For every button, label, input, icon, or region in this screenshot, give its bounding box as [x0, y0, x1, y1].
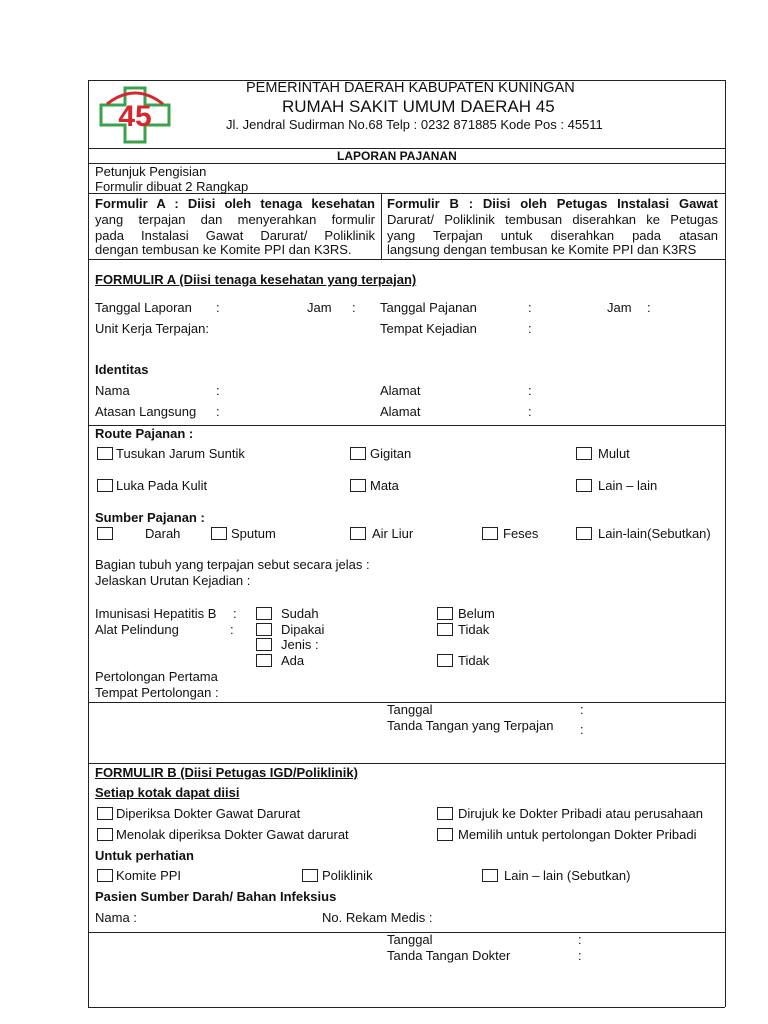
route-mata-checkbox[interactable] — [350, 479, 366, 492]
imunisasi-belum-checkbox[interactable] — [437, 607, 453, 620]
pertolongan-label: Pertolongan Pertama — [95, 669, 218, 684]
perhatian-option-label: Lain – lain (Sebutkan) — [504, 868, 631, 883]
route-lain-checkbox[interactable] — [576, 479, 592, 492]
page-title: LAPORAN PAJANAN — [337, 149, 457, 163]
menolak-checkbox[interactable] — [97, 828, 113, 841]
sumber-option-label: Lain-lain(Sebutkan) — [598, 526, 711, 541]
route-luka-checkbox[interactable] — [97, 479, 113, 492]
tanggal-label: Tanggal — [387, 932, 433, 947]
sumber-option-label: Air Liur — [372, 526, 414, 541]
route-option-label: Tusukan Jarum Suntik — [116, 446, 245, 461]
formb-option-label: Memilih untuk pertolongan Dokter Pribadi — [458, 827, 697, 842]
colon: : — [230, 622, 234, 637]
tempat-kejadian-label: Tempat Kejadian — [380, 321, 477, 336]
colon: : — [528, 404, 532, 419]
formb-option-label: Menolak diperiksa Dokter Gawat darurat — [116, 827, 349, 842]
instructions-label: Petunjuk Pengisian — [95, 164, 207, 179]
formulir-b-line: yang Terpajan untuk diserahkan pada atasan — [387, 228, 718, 243]
colon: : — [528, 300, 532, 315]
sumber-pajanan-heading: Sumber Pajanan : — [95, 510, 205, 525]
sumber-lain-checkbox[interactable] — [576, 527, 592, 540]
identitas-heading: Identitas — [95, 362, 149, 377]
colon: : — [528, 321, 532, 336]
komite-ppi-checkbox[interactable] — [97, 869, 113, 882]
route-option-label: Mata — [370, 478, 399, 493]
alamat-label: Alamat — [380, 383, 421, 398]
tanggal-pajanan-label: Tanggal Pajanan — [380, 300, 477, 315]
route-option-label: Mulut — [598, 446, 630, 461]
formulir-b-line: Formulir B : Diisi oleh Petugas Instalasi Gawat — [387, 196, 718, 211]
nama-label: Nama : — [95, 910, 137, 925]
ttd-dokter-label: Tanda Tangan Dokter — [387, 948, 511, 963]
dirujuk-checkbox[interactable] — [437, 807, 453, 820]
tanggal-laporan-label: Tanggal Laporan — [95, 300, 192, 315]
jam-label: Jam — [307, 300, 332, 315]
colon: : — [578, 932, 582, 947]
route-mulut-checkbox[interactable] — [576, 447, 592, 460]
alamat-label: Alamat — [380, 404, 421, 419]
route-tusukan-checkbox[interactable] — [97, 447, 113, 460]
setiap-kotak-label: Setiap kotak dapat diisi — [95, 785, 240, 800]
header-hospital-name: RUMAH SAKIT UMUM DAERAH 45 — [282, 97, 555, 116]
sumber-airliur-checkbox[interactable] — [350, 527, 366, 540]
sumber-feses-checkbox[interactable] — [482, 527, 498, 540]
colon: : — [216, 404, 220, 419]
perhatian-option-label: Komite PPI — [116, 868, 182, 883]
sumber-option-label: Sputum — [231, 526, 276, 541]
colon: : — [528, 383, 532, 398]
route-option-label: Gigitan — [370, 446, 412, 461]
formulir-a-line: yang terpajan dan menyerahkan formulir — [95, 212, 375, 227]
untuk-perhatian-heading: Untuk perhatian — [95, 848, 194, 863]
colon: : — [216, 300, 220, 315]
imunisasi-sudah-checkbox[interactable] — [256, 607, 272, 620]
belum-label: Belum — [458, 606, 495, 621]
ada-label: Ada — [281, 653, 305, 668]
nama-label: Nama — [95, 383, 130, 398]
sumber-darah-checkbox[interactable] — [97, 527, 113, 540]
tidak-label: Tidak — [458, 622, 490, 637]
memilih-checkbox[interactable] — [437, 828, 453, 841]
colon: : — [578, 948, 582, 963]
ttd-terpajan-label: Tanda Tangan yang Terpajan — [387, 718, 554, 733]
formulir-b-line: Darurat/ Poliklinik tembusan diserahkan ke Petugas — [387, 212, 718, 227]
sumber-option-label: Feses — [503, 526, 539, 541]
sumber-option-label: Darah — [145, 526, 181, 541]
jam-label: Jam — [607, 300, 632, 315]
colon: : — [352, 300, 356, 315]
formulir-a-title: FORMULIR A (Diisi tenaga kesehatan yang terpajan) — [95, 272, 417, 287]
jenis-label: Jenis : — [281, 637, 319, 652]
hospital-logo — [99, 86, 171, 144]
dipakai-label: Dipakai — [281, 622, 325, 637]
diperiksa-checkbox[interactable] — [97, 807, 113, 820]
ada-checkbox[interactable] — [256, 654, 272, 667]
alat-pelindung-label: Alat Pelindung — [95, 622, 179, 637]
ada-tidak-checkbox[interactable] — [437, 654, 453, 667]
rekam-medis-label: No. Rekam Medis : — [322, 910, 433, 925]
formulir-b-line: langsung dengan tembusan ke Komite PPI dan K3RS — [387, 242, 697, 257]
pasien-sumber-heading: Pasien Sumber Darah/ Bahan Infeksius — [95, 889, 337, 904]
instructions-copies: Formulir dibuat 2 Rangkap — [95, 179, 249, 194]
alat-dipakai-checkbox[interactable] — [256, 623, 272, 636]
route-option-label: Luka Pada Kulit — [116, 478, 208, 493]
route-pajanan-heading: Route Pajanan : — [95, 426, 194, 441]
formulir-b-title: FORMULIR B (Diisi Petugas IGD/Poliklinik) — [95, 765, 358, 780]
tempat-pertolongan-label: Tempat Pertolongan : — [95, 685, 219, 700]
colon: : — [647, 300, 651, 315]
formulir-a-line: dengan tembusan ke Komite PPI dan K3RS. — [95, 242, 352, 257]
lain-lain-checkbox[interactable] — [482, 869, 498, 882]
route-option-label: Lain – lain — [598, 478, 658, 493]
bagian-tubuh-label: Bagian tubuh yang terpajan sebut secara jelas : — [95, 557, 370, 572]
tanggal-label: Tanggal — [387, 702, 433, 717]
colon: : — [216, 383, 220, 398]
logo-text: 45 — [118, 100, 152, 133]
tidak-label: Tidak — [458, 653, 490, 668]
urutan-kejadian-label: Jelaskan Urutan Kejadian : — [95, 573, 251, 588]
sumber-sputum-checkbox[interactable] — [211, 527, 227, 540]
jenis-checkbox[interactable] — [256, 638, 272, 651]
perhatian-option-label: Poliklinik — [322, 868, 373, 883]
formb-option-label: Dirujuk ke Dokter Pribadi atau perusahaan — [458, 806, 703, 821]
header-government: PEMERINTAH DAERAH KABUPATEN KUNINGAN — [246, 80, 575, 96]
formulir-a-line: pada Instalasi Gawat Darurat/ Poliklinik — [95, 228, 375, 243]
formb-option-label: Diperiksa Dokter Gawat Darurat — [116, 806, 301, 821]
alat-tidak-checkbox[interactable] — [437, 623, 453, 636]
route-gigitan-checkbox[interactable] — [350, 447, 366, 460]
poliklinik-checkbox[interactable] — [302, 869, 318, 882]
colon: : — [580, 722, 584, 737]
atasan-label: Atasan Langsung — [95, 404, 197, 419]
formulir-a-line: Formulir A : Diisi oleh tenaga kesehatan — [95, 196, 375, 211]
unit-kerja-label: Unit Kerja Terpajan: — [95, 321, 209, 336]
colon: : — [233, 606, 237, 621]
header-address: Jl. Jendral Sudirman No.68 Telp : 0232 871885 Kode Pos : 45511 — [226, 117, 603, 132]
colon: : — [580, 702, 584, 717]
sudah-label: Sudah — [281, 606, 319, 621]
imunisasi-label: Imunisasi Hepatitis B — [95, 606, 217, 621]
